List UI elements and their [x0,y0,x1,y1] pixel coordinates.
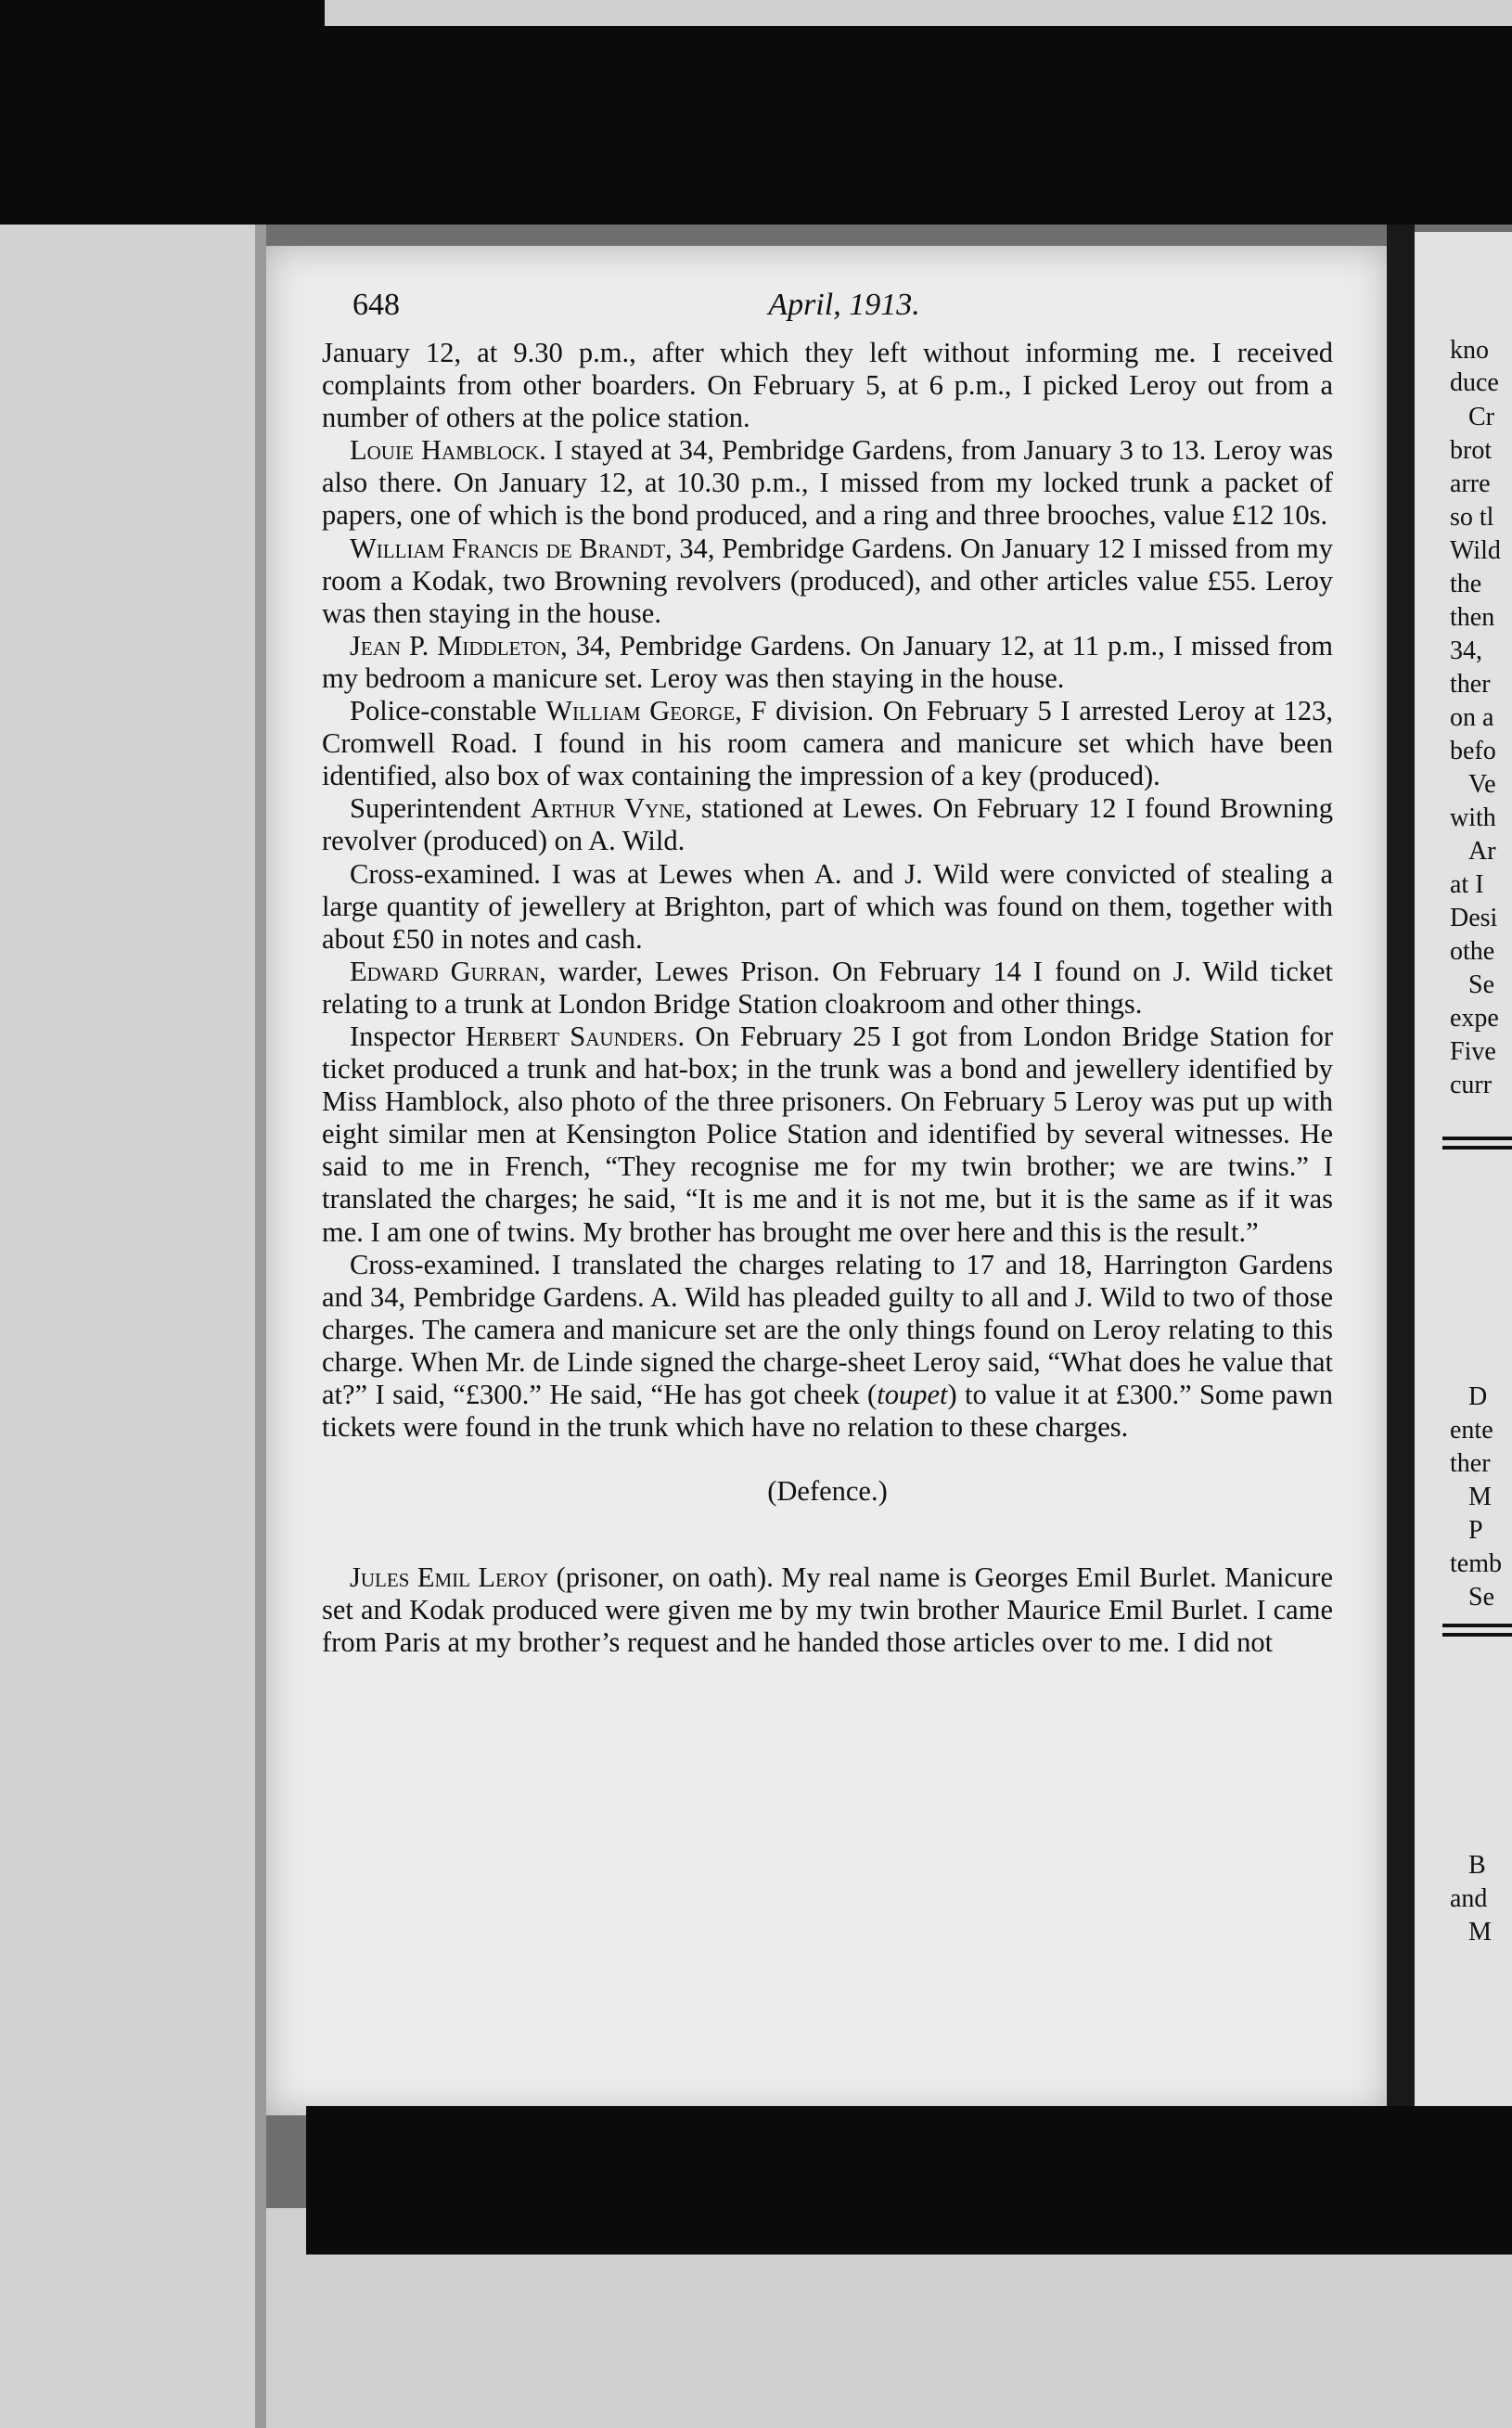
paragraph-saunders [322,1021,1333,1249]
witness-testimony: 34, Pembridge Gardens. On January 12 I missed from my room a Kodak, two Browning revolvers (produced), and other articles value £55. Leroy was then staying in the house. [322,532,1333,629]
defence-heading: (Defence.) [767,1475,888,1508]
fragment-text: at I [1450,870,1484,899]
fragment-text: Ar [1468,837,1496,866]
witness-name: Jules Emil Leroy [350,1561,549,1594]
italic-word: toupet [877,1379,948,1410]
film-border-bottom [306,2106,1512,2255]
fragment-text: P [1468,1516,1483,1545]
fragment-text: with [1450,803,1496,832]
fragment-text: Five [1450,1037,1496,1066]
paragraph-leroy [322,1561,1333,1659]
fragment-text: so tl [1450,503,1494,532]
book-page [266,246,1389,2115]
film-border-top [0,0,1512,225]
witness-rank: Police-constable [350,695,546,727]
fragment-text: then [1450,603,1495,632]
fragment-text: M [1468,1483,1492,1511]
fragment-text: M [1468,1918,1492,1946]
fragment-text: othe [1450,937,1495,966]
fragment-text: Ve [1468,770,1496,799]
witness-rank: Inspector [350,1020,466,1052]
fragment-text: and [1450,1884,1488,1913]
film-margin-left [0,225,255,2428]
fragment-text: temb [1450,1549,1502,1578]
fragment-text: befo [1450,737,1496,765]
book-spine [1387,225,1415,2108]
page-number: 648 [352,288,400,322]
witness-testimony: stationed at Lewes. On February 12 I found Browning revolver (produced) on A. Wild. [322,792,1334,857]
fragment-text: Cr [1468,403,1494,431]
testimony-text: ) to value it at £300.” Some pawn tickets were found in the trunk which have no relation to these charges. [322,1379,1333,1444]
paragraph-gurran [322,956,1333,1021]
fragment-text: brot [1450,436,1493,465]
page-body [322,337,1333,1660]
witness-testimony: (prisoner, on oath). My real name is Georges Emil Burlet. Manicure set and Kodak produced were given me by my twin brother Maurice Emil Burlet. I came from Paris at my brother’s request and he handed those articles over to me. I did not [322,1561,1333,1659]
fragment-text: Wild [1450,536,1501,565]
paragraph-cross-examination-2 [322,1249,1333,1445]
witness-testimony: On February 25 I got from London Bridge Station for ticket produced a trunk and hat-box; in the trunk was a bond and jewellery identified by Miss Hamblock, also photo of the three prisoners. On February 5 Leroy was put up with eight similar men at Kensington Police Station and identified by several witnesses. He said to me in French, “They recognise me for my twin brother; we are twins.” I translated the charges; he said, “It is me and it is not me, but it is the same as if it was me. I am one of twins. My brother has brought me over here and this is the result.” [322,1020,1333,1248]
fragment-text: Se [1468,970,1494,999]
paragraph-cross-examination: Cross-examined. I was at Lewes when A. and J. Wild were convicted of stealing a large quantity of jewellery at Brighton, part of which was found on them, together with about £50 in notes and cash. [322,857,1333,955]
paragraph-vyne [322,792,1333,857]
witness-name: William George, [545,695,742,727]
fragment-text: Se [1468,1583,1494,1612]
fragment-text: B [1468,1851,1486,1880]
fragment-text: duce [1450,368,1499,397]
witness-rank: Superintendent [350,792,531,825]
page-header [352,288,1336,332]
witness-name: Edward Gurran, [350,955,546,987]
fragment-text: on a [1450,703,1494,732]
page-gutter [255,225,266,2428]
witness-testimony: I stayed at 34, Pembridge Gardens, from January 3 to 13. Leroy was also there. On January 12, at 10.30 p.m., I missed from my locked trunk a packet of papers, one of which is the bond produced, and a ring and three brooches, value £12 10s. [322,434,1333,532]
witness-testimony: 34, Pembridge Gardens. On January 12, at 11 p.m., I missed from my bedroom a manicure set. Leroy was then staying in the house. [322,629,1333,694]
fragment-text: ente [1450,1416,1493,1445]
paragraph-george [322,695,1333,792]
witness-name: Herbert Saunders. [465,1020,686,1052]
witness-name: Louie Hamblock. [350,434,546,467]
witness-name: Arthur Vyne, [530,792,692,825]
rule-line [1442,1137,1512,1140]
fragment-text: kno [1450,336,1489,365]
fragment-text: Desi [1450,904,1498,932]
film-edge-strip [325,0,1512,26]
fragment-text: curr [1450,1071,1493,1099]
fragment-text: expe [1450,1004,1499,1033]
paragraph-continuation: January 12, at 9.30 p.m., after which they left without informing me. I received complaints from other boarders. On February 5, at 6 p.m., I picked Leroy out from a number of others at the police station. [322,337,1333,434]
witness-name: Jean P. Middleton, [350,629,568,662]
fragment-text: the [1450,570,1482,598]
fragment-text: arre [1450,469,1491,498]
paragraph-hamblock [322,434,1333,532]
paragraph-de-brandt [322,533,1333,630]
witness-testimony: warder, Lewes Prison. On February 14 I found on J. Wild ticket relating to a trunk at London Bridge Station cloakroom and other things. [322,955,1333,1020]
witness-name: William Francis de Brandt, [350,532,673,564]
rule-line [1442,1146,1512,1150]
witness-testimony: F division. On February 5 I arrested Leroy at 123, Cromwell Road. I found in his room camera and manicure set which have been identified, also box of wax containing the impression of a key (produced). [322,695,1333,792]
rule-line [1442,1633,1512,1637]
fragment-text: ther [1450,670,1491,699]
adjacent-page-fragment [1415,232,1512,2106]
fragment-text: D [1468,1382,1488,1411]
paragraph-middleton [322,630,1333,695]
fragment-text: 34, [1450,636,1482,665]
rule-line [1442,1624,1512,1627]
fragment-text: ther [1450,1449,1491,1478]
testimony-text: Cross-examined. I translated the charges relating to 17 and 18, Harrington Gardens and 34, Pembridge Gardens. A. Wild has pleaded guilty to all and J. Wild to two of those charges. The camera and manicure set are the only things found on Leroy relating to this charge. When Mr. de Linde signed the charge-sheet Leroy said, “What does he value that at?” I said, “£300.” He said, “He has got cheek ( [322,1248,1333,1410]
running-head: April, 1913. [768,288,920,322]
